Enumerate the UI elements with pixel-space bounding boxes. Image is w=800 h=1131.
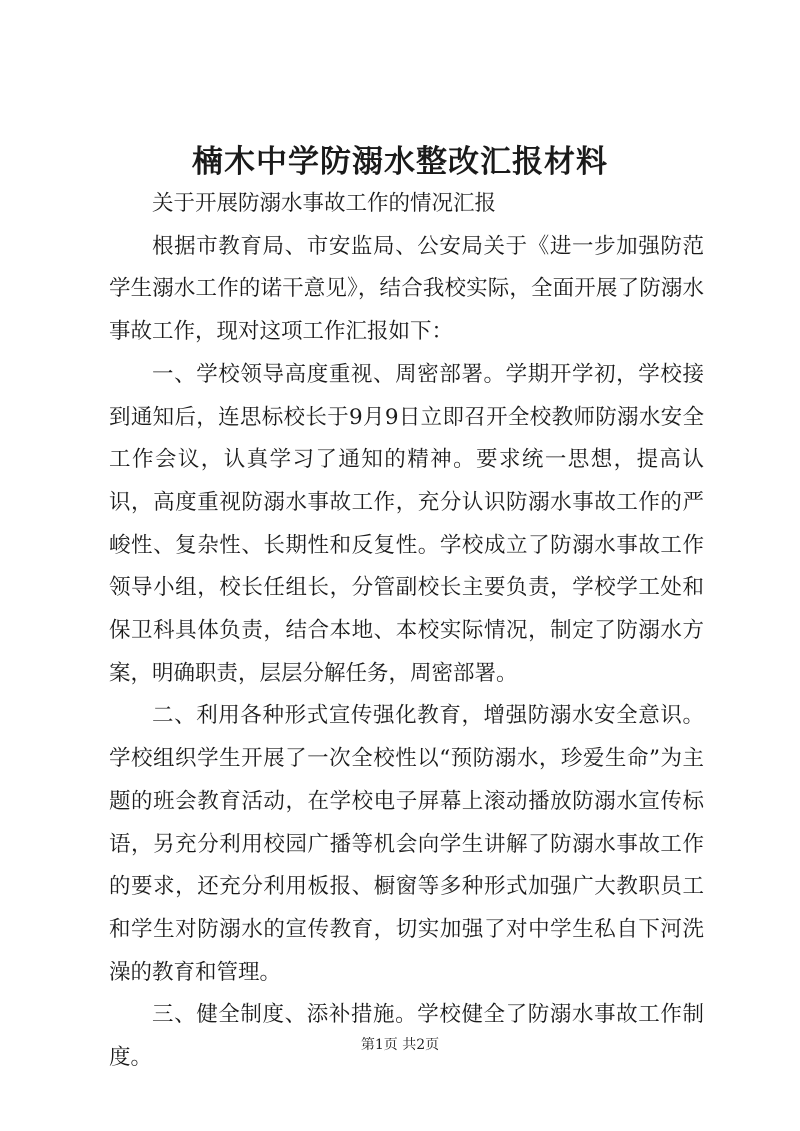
document-title: 楠木中学防溺水整改汇报材料 (192, 144, 608, 180)
section-one-paragraph: 一、学校领导高度重视、周密部署。学期开学初，学校接到通知后，连思标校长于9月9日立即召开全校教师防溺水安全工作会议，认真学习了通知的精神。要求统一思想，提高认识，高度重视防溺水事故工作，充分认识防溺水事故工作的严峻性、复杂性、长期性和反复性。学校成立了防溺水事故工作领导小组，校长任组长，分管副校长主要负责，学校学工处和保卫科具体负责，结合本地、本校实际情况，制定了防溺水方案，明确职责，层层分解任务，周密部署。 (109, 361, 704, 686)
page-number-footer: 第1页 共2页 (360, 1037, 440, 1053)
section-three-paragraph: 三、健全制度、添补措施。学校健全了防溺水事故工作制度。 (109, 1002, 704, 1071)
intro-paragraph: 根据市教育局、市安监局、公安局关于《进一步加强防范学生溺水工作的诺干意见》，结合我校实际，全面开展了防溺水事故工作，现对这项工作汇报如下： (109, 233, 704, 345)
section-two-paragraph: 二、利用各种形式宣传强化教育，增强防溺水安全意识。学校组织学生开展了一次全校性以“预防溺水，珍爱生命”为主题的班会教育活动，在学校电子屏幕上滚动播放防溺水宣传标语，另充分利用校园广播等机会向学生讲解了防溺水事故工作的要求，还充分利用板报、橱窗等多种形式加强广大教职员工和学生对防溺水的宣传教育，切实加强了对中学生私自下河洗澡的教育和管理。 (109, 703, 704, 985)
document-body (109, 183, 704, 1080)
subtitle-paragraph: 关于开展防溺水事故工作的情况汇报 (152, 191, 497, 216)
